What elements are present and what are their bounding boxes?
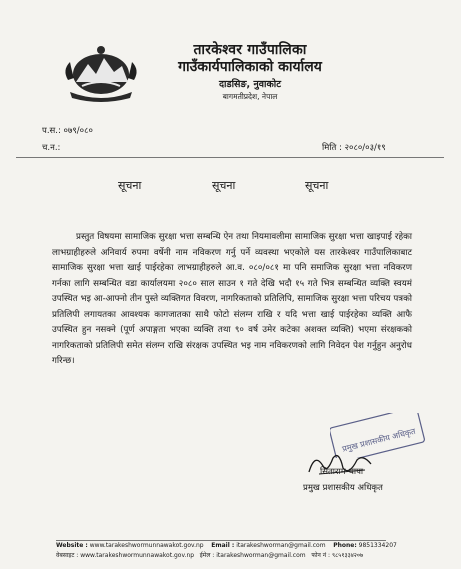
phone-label: Phone: bbox=[333, 542, 357, 549]
stamp-text: प्रमुख प्रशासकीय अधिकृत bbox=[341, 426, 417, 454]
office-province: बागमतीप्रदेश, नेपाल bbox=[222, 92, 278, 101]
municipality-name: तारकेश्वर गाउँपालिका bbox=[193, 42, 307, 58]
notice-heading: सूचना bbox=[305, 179, 329, 192]
office-address: दाडसिङ, नुवाकोट bbox=[219, 79, 281, 90]
notice-heading: सूचना bbox=[212, 179, 236, 192]
website-value-np: www.tarakeshwormunnawakot.gov.np bbox=[80, 552, 195, 559]
body-paragraph: प्रस्तुत विषयमा सामाजिक सुरक्षा भत्ता सम्बन्धि ऐन तथा नियमावलीमा सामाजिक सुरक्षा भत्ता खाइपाई रहेका लाभग्राहीहरुले अनिवार्य रुपमा वर्षेनी नाम नविकरण गर्नु पर्ने व्यवस्था भएकोले यस तारकेश्वर गाउँपालिकाबाट सामाजिक सुरक्षा भत्ता खाई पाईरहेका लाभग्राहीहरुले आ.व. ०८०/०८१ मा पनि समाजिक सुरक्षा भत्ता नविकरण गर्नका लागि सम्बन्धित वडा कार्यालयमा २०८० साल साउन १ गते देखि भदौ १५ गते भित्र सम्बन्धित व्यक्ति स्वयमं उपस्थित भइ आ-आफ्नो तीन पुस्ते व्यक्तिगत विवरण, नागरिकताको प्रतिलिपि, सामाजिक सुरक्षा भत्ता परिचय पत्रको प्रतिलिपी लगायतका आवश्यक कागजातका साथै फोटो संलग्न राखि र यदि भत्ता खाई पाईरहेका व्यक्ति आफै उपस्थित हुन नसक्ने (पूर्ण अपाङ्गता भएका व्यक्ति तथा ९० वर्ष उमेर कटेका अशक्त व्यक्ति) भएमा संरक्षकको नागरिकताको प्रतिलिपी समेत संलग्न राखि संरक्षक उपस्थित भइ नाम नविकरणको लागि निवेदन पेश गर्नुहुन अनुरोध गरिन्छ। bbox=[52, 232, 412, 366]
header-divider bbox=[16, 157, 444, 158]
signatory-name: सिताराम थापा bbox=[320, 467, 364, 477]
footer-line-1 bbox=[56, 542, 397, 549]
phone-value-np: ९८५१३३४२०७ bbox=[331, 552, 364, 559]
reference-number bbox=[42, 125, 93, 136]
phone-label-np: फोन नं : bbox=[311, 552, 331, 559]
office-name: गाउँकार्यपालिकाको कार्यालय bbox=[178, 59, 322, 75]
signatory-title: प्रमुख प्रशासकीय अधिकृत bbox=[303, 483, 383, 493]
dispatch-label: च.न.: bbox=[42, 143, 61, 153]
email-label-np: ईमेल : bbox=[199, 552, 215, 559]
phone-value: 9851334207 bbox=[358, 542, 397, 549]
footer-divider bbox=[56, 540, 386, 541]
reference-value: ०७९/०८० bbox=[63, 126, 93, 136]
date-label: मिति : bbox=[322, 143, 342, 153]
email-label: Email : bbox=[211, 542, 235, 549]
notice-body bbox=[52, 230, 412, 370]
notice-heading: सूचना bbox=[118, 179, 142, 192]
email-value: itarakeshworman@gmail.com bbox=[236, 542, 326, 549]
footer-line-2 bbox=[56, 551, 363, 559]
website-value: www.tarakeshwormunnawakot.gov.np bbox=[89, 542, 204, 549]
reference-label: प.स.: bbox=[42, 126, 61, 136]
website-label: Website : bbox=[56, 542, 88, 549]
email-value-np: itarakeshworman@gmail.com bbox=[216, 552, 306, 559]
website-label-np: वेबसाइट : bbox=[56, 552, 79, 559]
dispatch-number bbox=[42, 142, 60, 153]
letter-date bbox=[322, 142, 386, 153]
date-value: २०८०/०३/१९ bbox=[344, 143, 386, 153]
office-header bbox=[150, 42, 350, 102]
nepal-emblem-icon bbox=[58, 42, 144, 102]
